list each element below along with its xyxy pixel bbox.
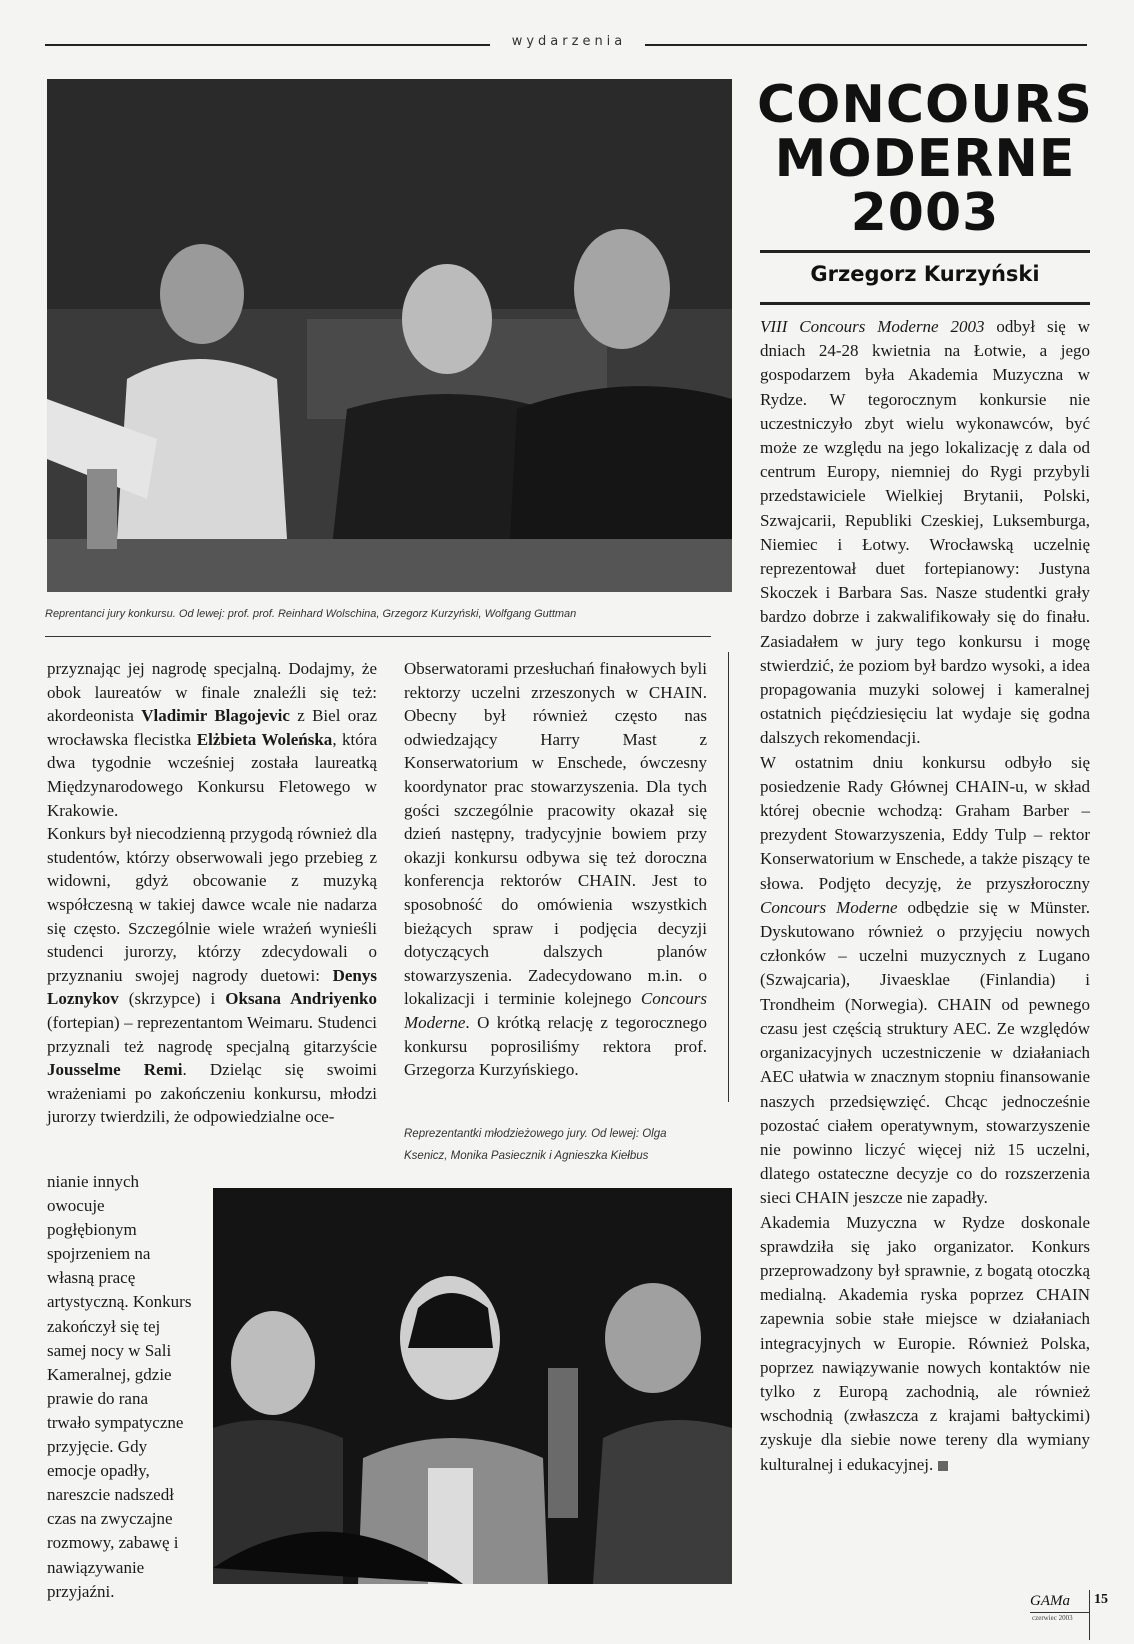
- col3-paragraph-2: W ostatnim dniu konkursu odbyło się posiedzenie Rady Głównej CHAIN-u, w skład której obecnie wchodzą: Graham Barber – prezydent Stowarzyszenia, Eddy Tulp – rektor Konserwatorium w Enschede, a także piszący te słowa. Podjęto decyzję, że przyszłoroczny Concours Moderne odbędzie się w Münster. Dyskutowano również o przyjęciu nowych członków – uczelni muzycznych z Lugano (Szwajcaria), Jivaesklae (Finlandia) i Trondheim (Norwegia). CHAIN od pewnego czasu jest częścią struktury AEC. Ze względów organizacyjnych uczestniczenie w działaniach AEC ułatwia w znacznym stopniu finansowanie naszych przedsięwzięć. Chcąc jednocześnie pozostać ciałem operatywnym, stowarzyszenie nie powinno liczyć więcej niż 15 uczelni, dlatego ostateczne decyzje co do rozszerzenia sieci CHAIN jeszcze nie zapadły.: [760, 752, 1091, 1208]
- column-2: [404, 657, 707, 1082]
- article-author: Grzegorz Kurzyński: [810, 262, 1040, 286]
- footer-rule: [1030, 1612, 1090, 1613]
- header-rule-left: [45, 44, 490, 46]
- magazine-logo: GAMa: [1030, 1593, 1070, 1609]
- section-label: wydarzenia: [511, 34, 627, 49]
- page-number: 15: [1094, 1592, 1108, 1607]
- youth-caption-line-2: Ksenicz, Monika Pasiecznik i Agnieszka Kiełbus: [404, 1150, 649, 1162]
- issue-date: czerwiec 2003: [1032, 1614, 1073, 1622]
- col1-paragraph-2: Konkurs był niecodzienną przygodą również dla studentów, którzy obserwowali jego przebieg z widowni, gdyż obcowanie z muzyką współczesną w takiej dawce wcale nie nadarza się często. Szczególnie wiele wrażeń wynieśli studenci jurorzy, którzy zdecydowali o przyznaniu swojej nagrody duetowi: Denys Loznykov (skrzypce) i Oksana Andriyenko (fortepian) – reprezentantom Weimaru. Studenci przyznali też nagrodę specjalną gitarzyście Jousselme Remi. Dzieląc się swoimi wrażeniami po zakończeniu konkursu, młodzi jurorzy twierdzili, że odpowiedzialne oce-: [47, 824, 377, 1127]
- column-1-narrow: [47, 1170, 192, 1604]
- youth-caption-line-1: Reprezentantki młodzieżowego jury. Od lewej: Olga: [404, 1128, 667, 1140]
- col3-paragraph-1: VIII Concours Moderne 2003 odbył się w dniach 24-28 kwietnia na Łotwie, a jego gospodarzem była Akademia Muzyczna w Rydze. W tegorocznym konkursie nie uczestniczyło zbyt wielu wykonawców, być może ze względu na jego lokalizację z dala od centrum Europy, niemniej do Rygi przybyli przedstawiciele Wielkiej Brytanii, Polski, Szwajcarii, Republiki Czeskiej, Luksemburga, Niemiec i Łotwy. Wrocławską uczelnię reprezentował duet fortepianowy: Justyna Skoczek i Barbara Sas. Nasze studentki grały bardzo dobrze i zakwalifikowały się do finału. Zasiadałem w jury tego konkursu i mogę stwierdzić, że poziom był bardzo wysoki, a idea propagowania muzyki solowej i kameralnej ostatnich pięćdziesięciu lat wydaje się godna dalszych rekomendacji.: [760, 317, 1090, 748]
- jury-photo-image: [47, 79, 732, 592]
- col2-paragraph: Obserwatorami przesłuchań finałowych byli rektorzy uczelni zrzeszonych w CHAIN. Obecny był również często nas odwiedzający Harry Mast z Konserwatorium w Enschede, ówczesny koordynator prac stowarzyszenia. Dla tych gości szczególnie pracowity okazał się dzień następny, tradycyjnie bowiem przy okazji konkursu odbywa się też doroczna konferencja rektorów CHAIN. Jest to sposobność do omówienia wszystkich bieżących spraw i podjęcia decyzji dotyczących dalszych planów stowarzyszenia. Zadecydowano m.in. o lokalizacji i terminie kolejnego Concours Moderne. O krótką relację z tegorocznego konkursu poprosiliśmy rektora prof. Grzegorza Kurzyńskiego.: [404, 659, 707, 1080]
- author-rule: [760, 302, 1090, 305]
- col1-paragraph-1: przyznając jej nagrodę specjalną. Dodajmy, że obok laureatów w finale znaleźli się też: akordeonista Vladimir Blagojevic z Biel oraz wrocławska flecistka Elżbieta Woleńska, która dwa tygodnie wcześniej została laureatką Międzynarodowego Konkursu Fletowego w Krakowie.: [47, 659, 377, 820]
- article-title: [755, 75, 1095, 243]
- column-3: [760, 315, 1090, 1477]
- caption-rule: [45, 636, 711, 637]
- jury-photo-caption: Reprentanci jury konkursu. Od lewej: prof. prof. Reinhard Wolschina, Grzegorz Kurzyński, Wolfgang Guttman: [45, 608, 577, 620]
- youth-jury-photo: [213, 1188, 732, 1584]
- column-divider: [728, 652, 729, 1102]
- header-rule-right: [645, 44, 1087, 46]
- end-mark-icon: [938, 1461, 948, 1471]
- title-line-1: CONCOURS: [757, 75, 1093, 135]
- title-line-2: MODERNE: [774, 129, 1076, 189]
- col3-paragraph-3: Akademia Muzyczna w Rydze doskonale sprawdziła się jako organizator. Konkurs przeprowadzony był sprawnie, z bogatą otoczką medialną. Akademia ryska poprzez CHAIN zapewnia sobie stałe miejsce w działaniach integracyjnych w Europie. Również Polska, poprzez nawiązywanie nowych kontaktów nie tylko z Europą zachodnią, ale również wschodnią (zwłaszcza z krajami bałtyckimi) zyskuje dla siebie nowe tereny dla wymiany kulturalnej i edukacyjnej.: [760, 1212, 1090, 1474]
- title-rule: [760, 250, 1090, 253]
- footer-divider: [1089, 1590, 1090, 1640]
- youth-jury-photo-image: [213, 1188, 732, 1584]
- title-line-3: 2003: [850, 183, 1000, 243]
- column-1: [47, 657, 377, 1129]
- col1-narrow-text: nianie innych owocuje pogłębionym spojrzeniem na własną pracę artystyczną. Konkurs zakończył się tej samej nocy w Sali Kameralnej, gdzie prawie do rana trwało sympatyczne przyjęcie. Gdy emocje opadły, nareszcie nadszedł czas na zwyczajne rozmowy, zabawę i nawiązywanie przyjaźni.: [47, 1172, 192, 1601]
- youth-jury-caption: [404, 1123, 704, 1167]
- jury-photo: [47, 79, 732, 592]
